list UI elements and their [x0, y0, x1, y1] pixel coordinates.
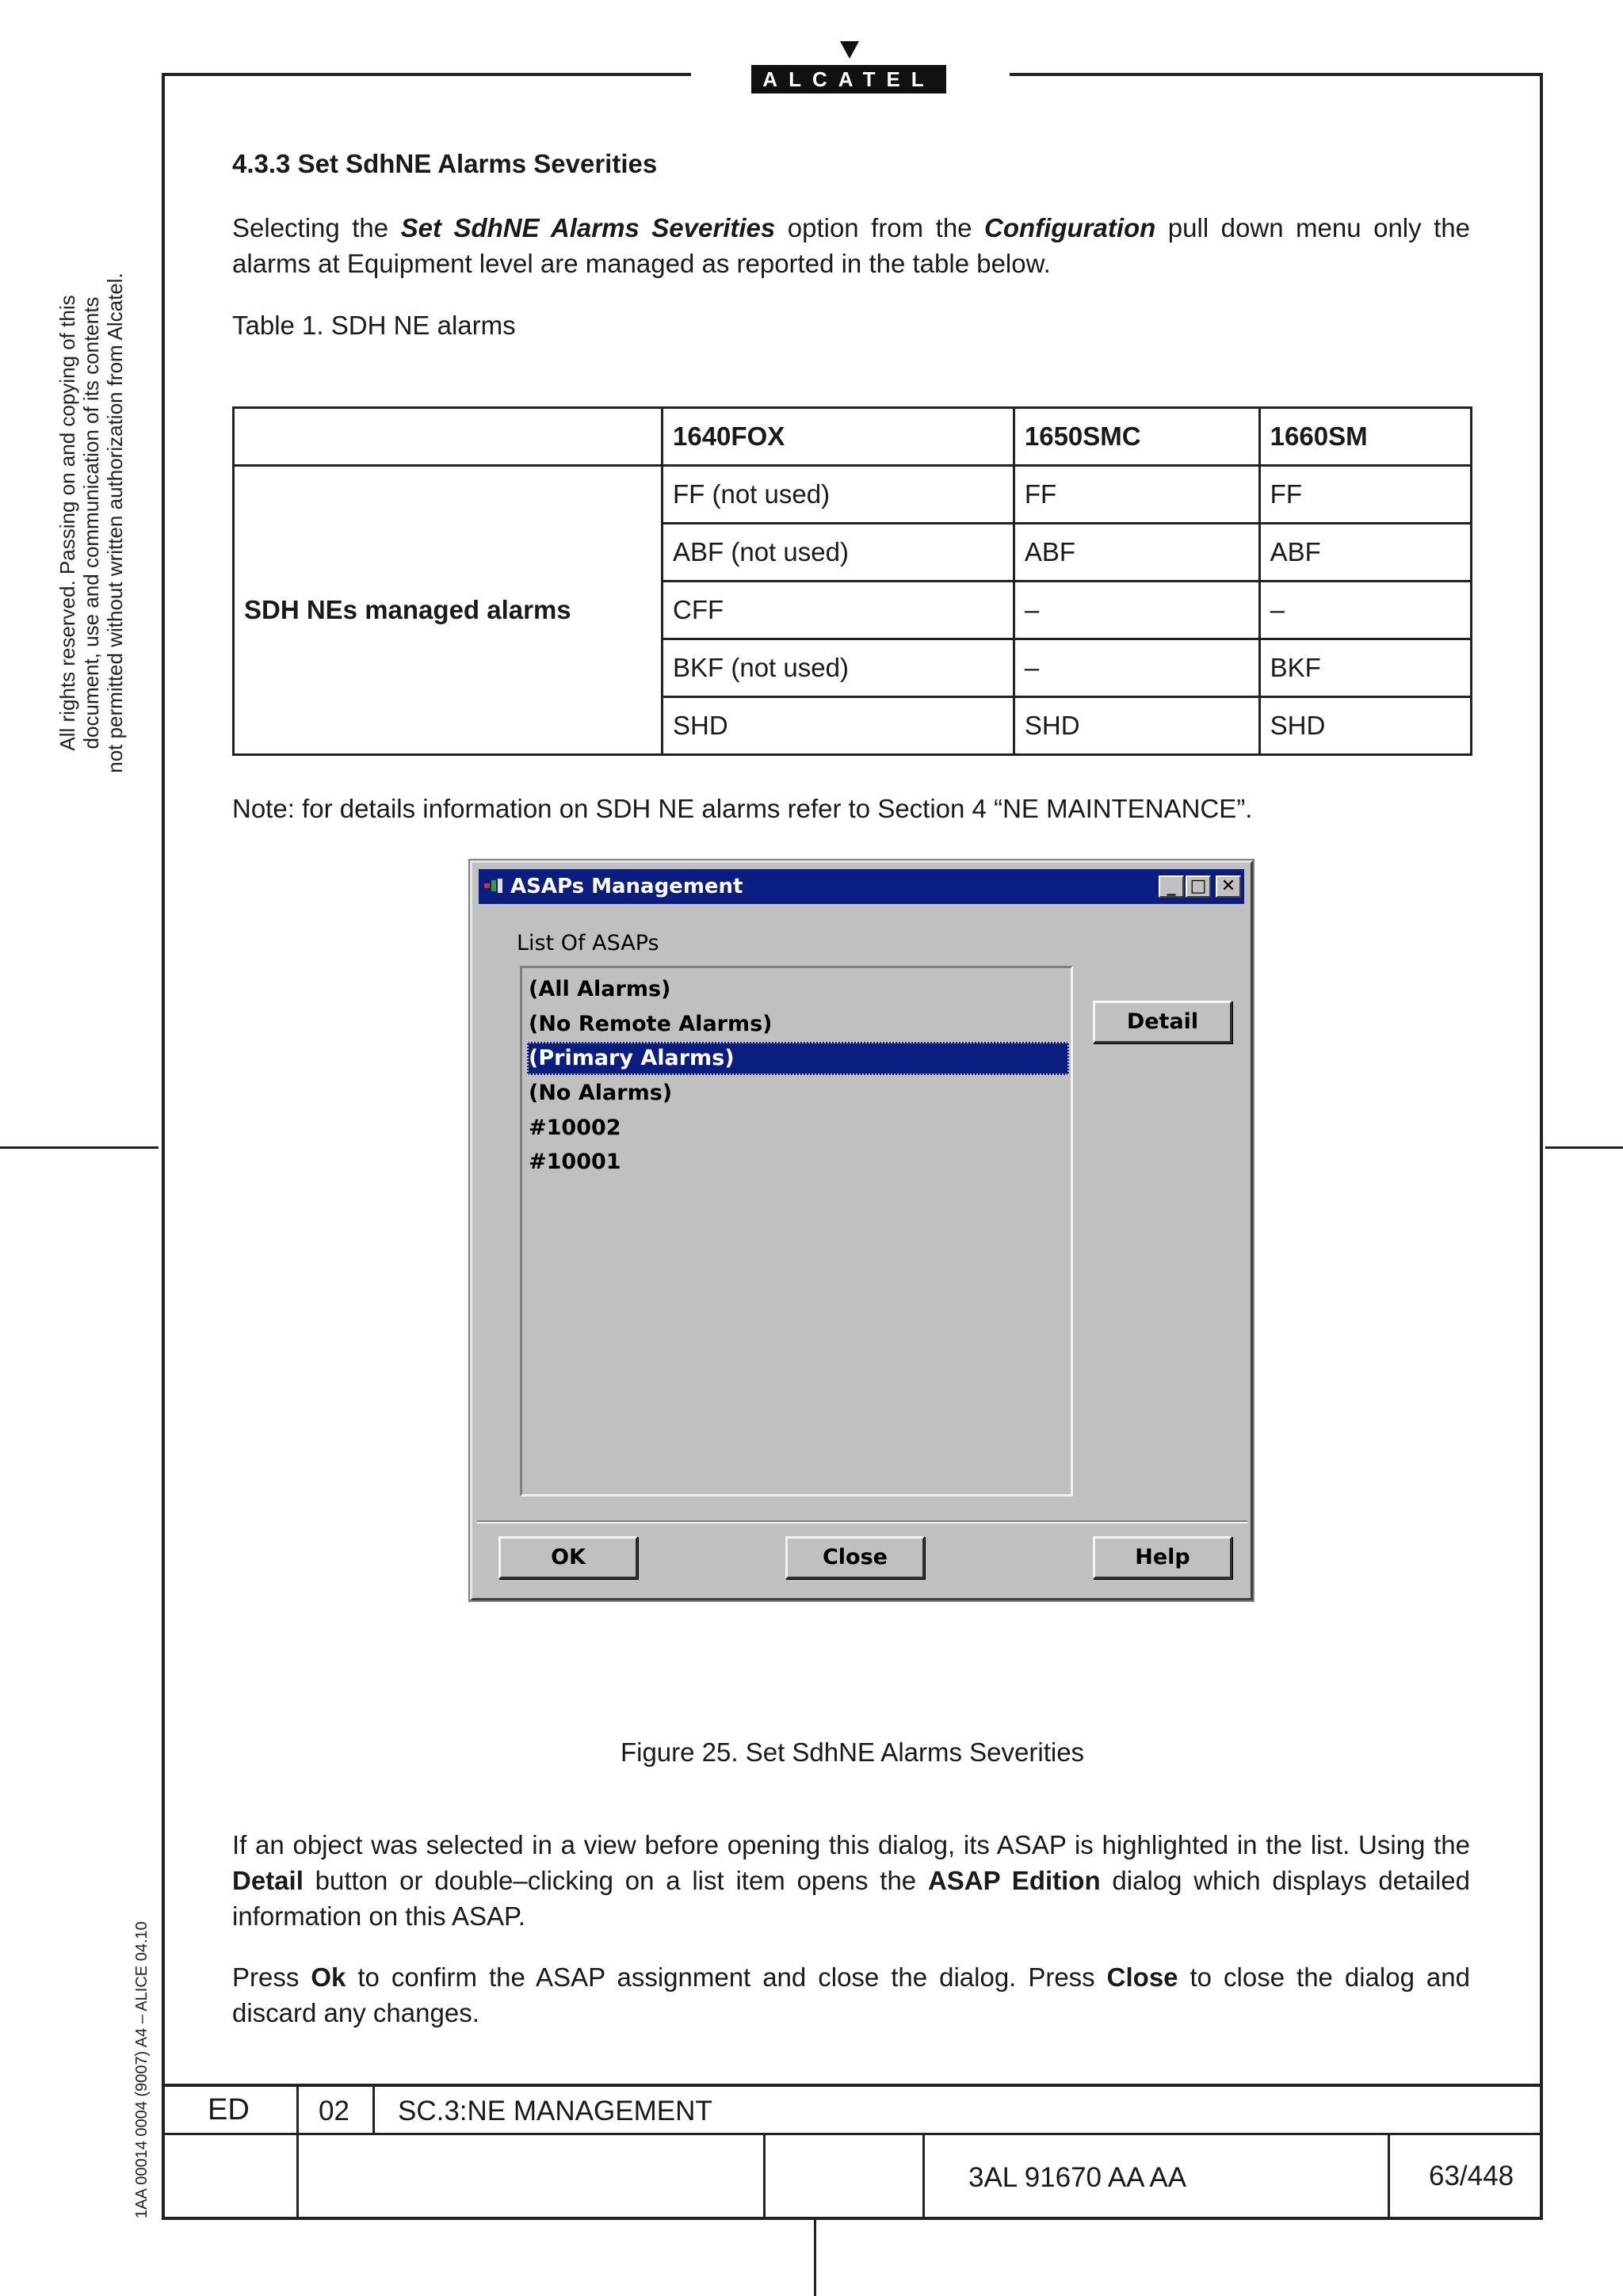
column-header: 1650SMC	[1014, 408, 1259, 466]
alcatel-logo: ALCATEL	[751, 65, 946, 93]
figure-caption: Figure 25. Set SdhNE Alarms Severities	[620, 1737, 1085, 1767]
ok-button[interactable]: OK	[498, 1536, 638, 1579]
minimize-button[interactable]: _	[1159, 875, 1184, 898]
frame-top-left-rule	[162, 73, 691, 76]
footer-middle-rule	[162, 2133, 1543, 2135]
list-item[interactable]: (All Alarms)	[529, 977, 671, 1001]
footer-chapter: SC.3:NE MANAGEMENT	[398, 2096, 712, 2126]
section-heading: 4.3.3 Set SdhNE Alarms Severities	[232, 149, 658, 178]
list-item[interactable]: #10002	[529, 1116, 621, 1140]
help-button[interactable]: Help	[1093, 1536, 1232, 1579]
footer-top-rule	[162, 2084, 1543, 2087]
footer-divider	[763, 2133, 766, 2220]
frame-top-right-rule	[1010, 73, 1543, 76]
table-cell: –	[1014, 582, 1259, 639]
list-item[interactable]: (No Remote Alarms)	[529, 1012, 773, 1036]
legal-notice: All rights reserved. Passing on and copying of this document, use and communication of its contents not permitted without written authorization from Alcatel.	[55, 273, 127, 773]
fold-mark-right	[1545, 1146, 1623, 1149]
column-header: 1660SM	[1259, 408, 1471, 466]
close-window-button[interactable]: ✕	[1216, 875, 1241, 898]
logo-triangle-icon	[840, 41, 859, 59]
table-cell: FF	[1014, 466, 1259, 524]
table-header-row	[234, 408, 1472, 466]
table-cell: ABF	[1014, 524, 1259, 582]
table-cell: –	[1259, 582, 1471, 639]
dialog-separator	[477, 1520, 1247, 1524]
app-icon	[483, 877, 504, 894]
dialog-title: ASAPs Management	[510, 875, 743, 898]
close-button[interactable]: Close	[785, 1536, 925, 1579]
fold-mark-left	[0, 1146, 158, 1149]
table-corner-cell	[234, 408, 663, 466]
asaps-management-dialog	[470, 860, 1253, 1600]
footer-divider	[296, 2084, 299, 2220]
form-code: 1AA 00014 0004 (9007) A4 – ALICE 04.10	[133, 1921, 151, 2218]
row-label: SDH NEs managed alarms	[234, 466, 663, 755]
table-caption: Table 1. SDH NE alarms	[232, 311, 516, 340]
body-paragraph: Press Ok to confirm the ASAP assignment and close the dialog. Press Close to close the dialog and discard any changes.	[232, 1962, 1470, 2027]
footer-divider	[1388, 2133, 1390, 2220]
footer-ed-label: ED	[208, 2093, 250, 2126]
footer-ed-value: 02	[319, 2096, 349, 2126]
list-label: List Of ASAPs	[517, 931, 659, 955]
table-cell: FF	[1259, 466, 1471, 524]
table-cell: CFF	[663, 582, 1014, 639]
table-cell: FF (not used)	[663, 466, 1014, 524]
footer-divider	[922, 2133, 925, 2220]
note-text: Note: for details information on SDH NE alarms refer to Section 4 “NE MAINTENANCE”.	[232, 794, 1253, 823]
list-item[interactable]: (No Alarms)	[529, 1081, 673, 1105]
fold-mark-bottom	[814, 2220, 816, 2296]
footer-divider	[372, 2084, 375, 2134]
body-paragraph: If an object was selected in a view before opening this dialog, its ASAP is highlighted in the list. Using the Detail button or double–clicking on a list item opens the ASAP Edition dialog which displays detailed information on this ASAP.	[232, 1830, 1471, 1931]
maximize-button[interactable]: □	[1186, 875, 1211, 898]
table-cell: SHD	[1259, 697, 1471, 755]
list-item[interactable]: #10001	[529, 1150, 621, 1174]
table-row	[234, 466, 1472, 524]
list-item-selected[interactable]: (Primary Alarms)	[527, 1042, 1069, 1075]
intro-paragraph: Selecting the Set SdhNE Alarms Severities option from the Configuration pull down menu only the alarms at Equipment level are managed as reported in the table below.	[232, 213, 1471, 278]
table-cell: SHD	[1014, 697, 1259, 755]
detail-button[interactable]: Detail	[1093, 1001, 1232, 1043]
table-cell: BKF	[1259, 639, 1471, 697]
column-header: 1640FOX	[663, 408, 1014, 466]
table-cell: –	[1014, 639, 1259, 697]
table-cell: BKF (not used)	[663, 639, 1014, 697]
table-cell: SHD	[663, 697, 1014, 755]
table-cell: ABF (not used)	[663, 524, 1014, 582]
table-cell: ABF	[1259, 524, 1471, 582]
asap-list[interactable]	[520, 966, 1073, 1497]
footer-page-number: 63/448	[1429, 2161, 1514, 2191]
dialog-titlebar[interactable]	[479, 869, 1244, 904]
footer-doc-number: 3AL 91670 AA AA	[968, 2162, 1187, 2193]
sdh-ne-alarms-table	[232, 406, 1472, 756]
